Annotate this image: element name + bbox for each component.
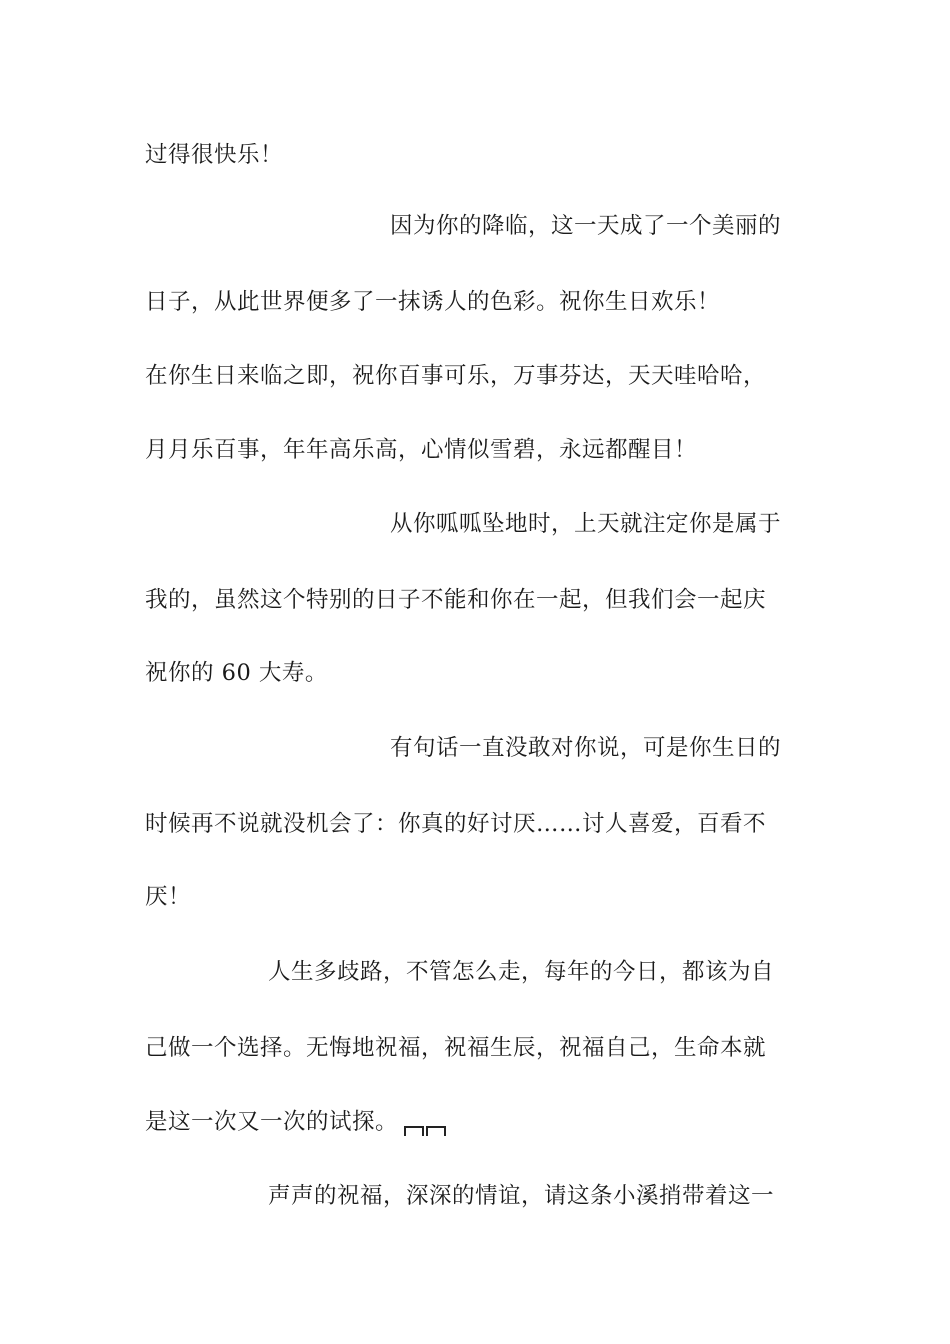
text-line: 有句话一直没敢对你说，可是你生日的	[390, 735, 782, 761]
text-line: 己做一个选择。无悔地祝福，祝福生辰，祝福自己，生命本就	[145, 1035, 767, 1061]
text-line: 时候再不说就没机会了：你真的好讨厌……讨人喜爱，百看不	[145, 811, 767, 837]
text-line: 声声的祝福，深深的情谊，请这条小溪捎带着这一	[268, 1183, 775, 1209]
bracket-mark-icon	[404, 1115, 446, 1127]
text-line: 月月乐百事，年年高乐高，心情似雪碧，永远都醒目！	[145, 437, 698, 463]
text-line: 厌！	[145, 884, 192, 910]
text-line: 祝你的 60 大寿。	[145, 660, 328, 686]
text-line: 人生多歧路，不管怎么走，每年的今日，都该为自	[268, 959, 775, 985]
text-line: 我的，虽然这个特别的日子不能和你在一起，但我们会一起庆	[145, 587, 767, 613]
text-line: 在你生日来临之即，祝你百事可乐，万事芬达，天天哇哈哈，	[145, 363, 767, 389]
text-line-with-mark	[145, 1107, 446, 1137]
text-line: 因为你的降临，这一天成了一个美丽的	[390, 213, 782, 239]
text-line: 从你呱呱坠地时，上天就注定你是属于	[390, 511, 782, 537]
text-line: 日子，从此世界便多了一抹诱人的色彩。祝你生日欢乐！	[145, 289, 721, 315]
text-line: 是这一次又一次的试探。	[145, 1109, 399, 1135]
text-line: 过得很快乐！	[145, 142, 284, 168]
